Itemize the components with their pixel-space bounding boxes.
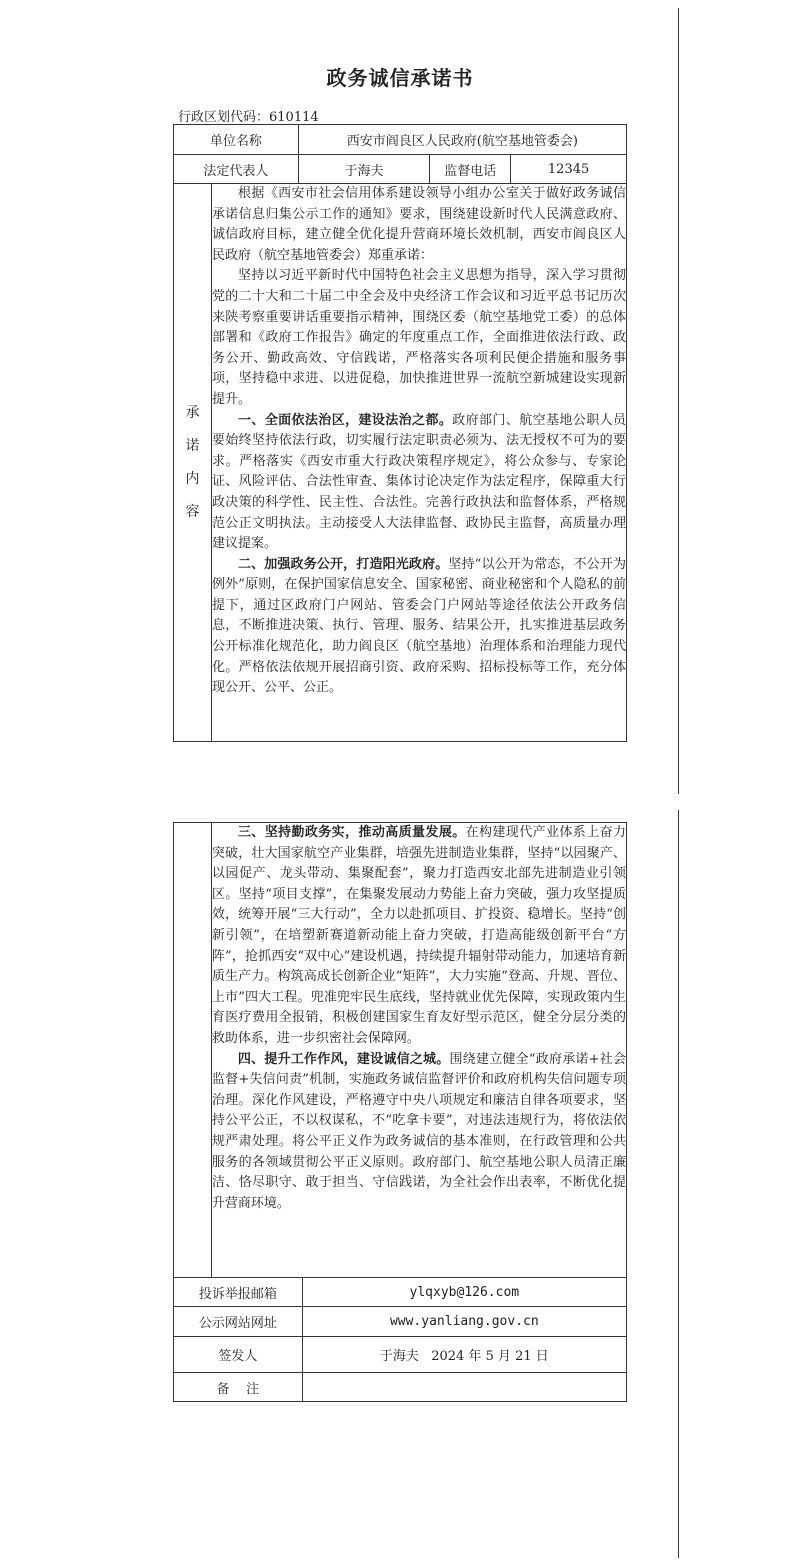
commitment-table-page1	[173, 183, 627, 742]
commitment-text-page2	[211, 823, 626, 1278]
website-label: 公示网站网址	[174, 1307, 303, 1337]
section-2	[212, 555, 626, 699]
page-edge-line	[678, 8, 679, 794]
region-code: 行政区划代码：610114	[178, 110, 319, 125]
remark-label: 备 注	[174, 1373, 303, 1402]
legal-rep-label: 法定代表人	[174, 155, 299, 184]
commitment-text-page1	[211, 184, 626, 742]
paragraph-intro: 根据《西安市社会信用体系建设领导小组办公室关于做好政务诚信承诺信息归集公示工作的通知》要求，围绕建设新时代人民满意政府、诚信政府目标，建立健全优化提升营商环境长效机制，西安市阎良区人民政府（航空基地管委会）郑重承诺：	[211, 186, 626, 263]
section-4-body: 围绕建立健全“政府承诺+社会监督+失信问责”机制，实施政务诚信监督评价和政府机构失信问题专项治理。深化作风建设，严格遵守中央八项规定和廉洁自律各项要求，坚持公平公正，不以权谋私，不“吃拿卡要”，对违法违规行为，将依法依规严肃处理。将公平正义作为政务诚信的基本准则，在行政管理和公共服务的各领域贯彻公平正义原则。政府部门、航空基地公职人员清正廉洁、恪尽职守、敢于担当、守信践诺，为全社会作出表率，不断优化提升营商环境。	[211, 1051, 626, 1211]
section-3-heading: 三、坚持勤政务实，推动高质量发展。	[237, 825, 466, 840]
remark-value	[302, 1373, 626, 1402]
phone-label: 监督电话	[430, 155, 511, 184]
section-4-heading: 四、提升工作作风，建设诚信之城。	[237, 1051, 450, 1067]
side-label-blank	[174, 823, 212, 1278]
info-table	[173, 124, 627, 184]
footer-table	[173, 1277, 627, 1402]
section-1-body: 政府部门、航空基地公职人员要始终坚持依法行政，切实履行法定职责必须为、法无授权不可为的要求。严格落实《西安市重大行政决策程序规定》，将公众参与、专家论证、风险评估、合法性审查、集体讨论决定作为法定程序，保障重大行政决策的科学性、民主性、合法性。完善行政执法和监督体系，严格规范公正文明执法。主动接受人大法律监督、政协民主监督，高质量办理建议提案。	[211, 412, 626, 552]
website-value: www.yanliang.gov.cn	[302, 1307, 626, 1337]
unit-name-label: 单位名称	[174, 125, 299, 155]
email-value: ylqxyb@126.com	[302, 1278, 626, 1307]
section-3	[212, 823, 626, 1050]
paragraph-guiding: 坚持以习近平新时代中国特色社会主义思想为指导，深入学习贯彻党的二十大和二十届二中全会及中央经济工作会议和习近平总书记历次来陕考察重要讲话重要指示精神，围绕区委（航空基地党工委）的总体部署和《政府工作报告》确定的年度重点工作，全面推进依法行政、政务公开、勤政高效、守信践诺，严格落实各项利民便企措施和服务事项，坚持稳中求进、以进促稳，加快推进世界一流航空新城建设实现新提升。	[211, 268, 626, 407]
section-1-heading: 一、全面依法治区，建设法治之都。	[237, 412, 453, 428]
page-edge-line	[678, 810, 679, 1558]
phone-value: 12345	[511, 155, 627, 184]
signer-label: 签发人	[174, 1337, 303, 1373]
section-2-body: 坚持“以公开为常态，不公开为例外”原则，在保护国家信息安全、国家秘密、商业秘密和个人隐私的前提下，通过区政府门户网站、管委会门户网站等途径依法公开政务信息，不断推进决策、执行、管理、服务、结果公开，扎实推进基层政务公开标准化规范化，助力阎良区（航空基地）治理体系和治理能力现代化。严格依法依规开展招商引资、政府采购、招标投标等工作，充分体现公开、公平、公正。	[211, 556, 626, 696]
document-title: 政务诚信承诺书	[326, 66, 474, 90]
section-2-heading: 二、加强政务公开，打造阳光政府。	[237, 556, 449, 572]
unit-name-value: 西安市阎良区人民政府(航空基地管委会)	[298, 125, 626, 155]
email-label: 投诉举报邮箱	[174, 1278, 303, 1307]
section-4	[212, 1050, 626, 1215]
commitment-table-page2	[173, 822, 627, 1278]
commitment-side-label: 承 诺 内 容	[174, 184, 212, 742]
section-1	[212, 411, 626, 555]
section-3-body: 在构建现代产业体系上奋力突破，壮大国家航空产业集群，培强先进制造业集群，坚持“以园聚产、以园促产、龙头带动、集聚配套”，聚力打造西安北部先进制造业引领区。坚持“项目支撑”，在集聚发展动力势能上奋力突破，强力攻坚提质效，统筹开展“三大行动”，全力以赴抓项目、扩投资、稳增长。坚持“创新引领”，在培塑新赛道新动能上奋力突破，打造高能级创新平台“方阵”，抢抓西安“双中心”建设机遇，持续提升辐射带动能力，加速培育新质生产力。构筑高成长创新企业“矩阵”，大力实施“登高、升规、晋位、上市”四大工程。兜准兜牢民生底线，坚持就业优先保障，实现政策内生育医疗费用全报销，积极创建国家生育友好型示范区，健全分层分类的救助体系，进一步织密社会保障网。	[211, 825, 626, 1046]
legal-rep-value: 于海夫	[298, 155, 430, 184]
signer-value: 于海夫 2024 年 5 月 21 日	[302, 1337, 626, 1373]
